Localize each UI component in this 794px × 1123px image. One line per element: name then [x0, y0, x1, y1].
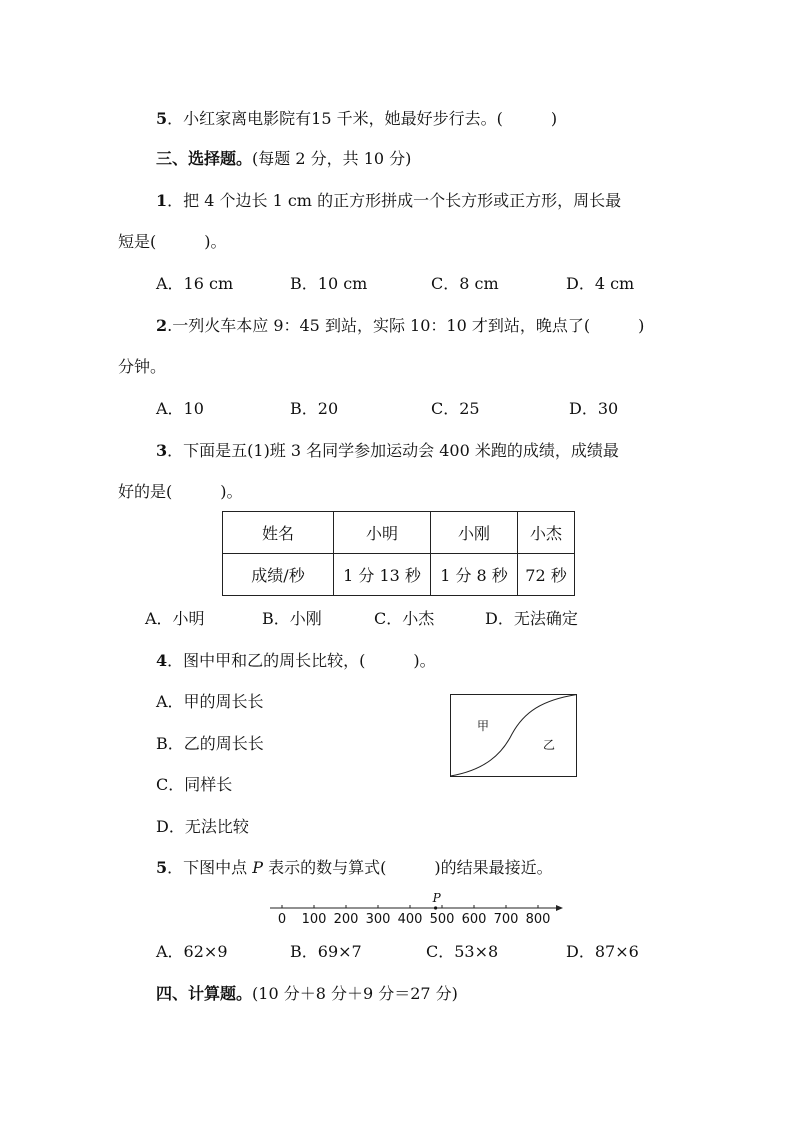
question-text: ．下图中点 — [167, 858, 253, 877]
figure-curve — [451, 695, 578, 777]
number-line — [268, 888, 568, 928]
q3-1-option-b[interactable]: B．10 cm — [290, 274, 368, 293]
question-text: ．下面是五(1)班 3 名同学参加运动会 400 米跑的成绩，成绩最 — [167, 441, 619, 460]
figure-label-jia: 甲 — [477, 719, 490, 733]
q3-2-option-a[interactable]: A．10 — [156, 399, 204, 418]
q3-1-option-d[interactable]: D．4 cm — [566, 274, 635, 293]
q3-4-option-c[interactable]: C．同样长 — [156, 775, 233, 794]
table-cell: 72 秒 — [518, 554, 575, 596]
q3-4-option-b[interactable]: B．乙的周长长 — [156, 734, 264, 753]
q3-4-line — [156, 650, 436, 672]
q3-1-option-c[interactable]: C．8 cm — [431, 274, 499, 293]
q3-5-option-c[interactable]: C．53×8 — [426, 942, 499, 961]
section-title: 三、选择题。 — [156, 149, 253, 168]
table-cell: 1 分 8 秒 — [431, 554, 518, 596]
q2-5-line — [156, 108, 557, 130]
q3-3-option-c[interactable]: C．小杰 — [374, 609, 435, 628]
q3-3-line1 — [156, 440, 619, 462]
number-line-tick-label: 300 — [365, 912, 391, 927]
score-table — [222, 511, 575, 596]
point-p-label: P — [432, 891, 441, 905]
question-text: 表示的数与算式( )的结果最接近。 — [263, 858, 553, 877]
number-line-tick-label: 700 — [493, 912, 519, 927]
figure-rectangle — [451, 695, 577, 777]
question-number: 5 — [156, 109, 168, 128]
number-line-tick-label: 600 — [461, 912, 487, 927]
q3-5-option-a[interactable]: A．62×9 — [156, 942, 228, 961]
number-line-tick-label: 800 — [525, 912, 551, 927]
table-header-cell: 姓名 — [223, 512, 334, 554]
table-cell: 成绩/秒 — [223, 554, 334, 596]
q3-4-option-d[interactable]: D．无法比较 — [156, 817, 249, 836]
number-line-arrow — [556, 905, 563, 911]
section-heading-3 — [156, 148, 411, 170]
question-text: ．把 4 个边长 1 cm 的正方形拼成一个长方形或正方形，周长最 — [167, 191, 622, 210]
question-text: ．图中甲和乙的周长比较，( )。 — [167, 651, 436, 670]
question-number: 2 — [156, 316, 168, 335]
question-number: 1 — [156, 191, 168, 210]
q3-3-line2: 好的是( )。 — [118, 482, 243, 501]
table-row — [223, 512, 575, 554]
number-line-tick-label: 400 — [397, 912, 423, 927]
q3-5-line — [156, 857, 553, 879]
question-text: .一列火车本应 9：45 到站，实际 10：10 才到站，晚点了( ) — [167, 316, 645, 335]
q3-3-option-a[interactable]: A．小明 — [145, 609, 205, 628]
section-note: (每题 2 分，共 10 分) — [252, 149, 412, 168]
table-row — [223, 554, 575, 596]
figure-label-yi: 乙 — [543, 738, 556, 752]
q3-3-option-b[interactable]: B．小刚 — [262, 609, 322, 628]
q3-2-option-c[interactable]: C．25 — [431, 399, 480, 418]
table-cell: 1 分 13 秒 — [334, 554, 431, 596]
number-line-tick-label: 100 — [301, 912, 327, 927]
number-line-tick-label: 0 — [277, 912, 287, 927]
table-header-cell: 小杰 — [518, 512, 575, 554]
q3-1-line2: 短是( )。 — [118, 232, 227, 251]
q3-5-option-d[interactable]: D．87×6 — [566, 942, 639, 961]
question-number: 4 — [156, 651, 168, 670]
point-p-marker — [434, 906, 437, 909]
q3-1-option-a[interactable]: A．16 cm — [156, 274, 234, 293]
question-number: 5 — [156, 858, 168, 877]
question-text: ．小红家离电影院有15 千米，她最好步行去。( ) — [167, 109, 558, 128]
q3-2-option-b[interactable]: B．20 — [290, 399, 339, 418]
q3-4-option-a[interactable]: A．甲的周长长 — [156, 692, 264, 711]
q3-2-option-d[interactable]: D．30 — [569, 399, 619, 418]
point-variable: P — [252, 858, 263, 877]
q3-2-line2: 分钟。 — [118, 357, 167, 376]
table-header-cell: 小明 — [334, 512, 431, 554]
q3-2-line1 — [156, 315, 644, 337]
number-line-tick-label: 200 — [333, 912, 359, 927]
question-number: 3 — [156, 441, 168, 460]
q3-5-option-b[interactable]: B．69×7 — [290, 942, 362, 961]
table-header-cell: 小刚 — [431, 512, 518, 554]
q3-3-option-d[interactable]: D．无法确定 — [485, 609, 578, 628]
section-title: 四、计算题。 — [156, 984, 253, 1003]
section-heading-4 — [156, 983, 458, 1005]
perimeter-figure — [450, 694, 578, 777]
number-line-tick-label: 500 — [429, 912, 455, 927]
q3-1-line1 — [156, 190, 621, 212]
section-note: (10 分＋8 分＋9 分＝27 分) — [252, 984, 458, 1003]
